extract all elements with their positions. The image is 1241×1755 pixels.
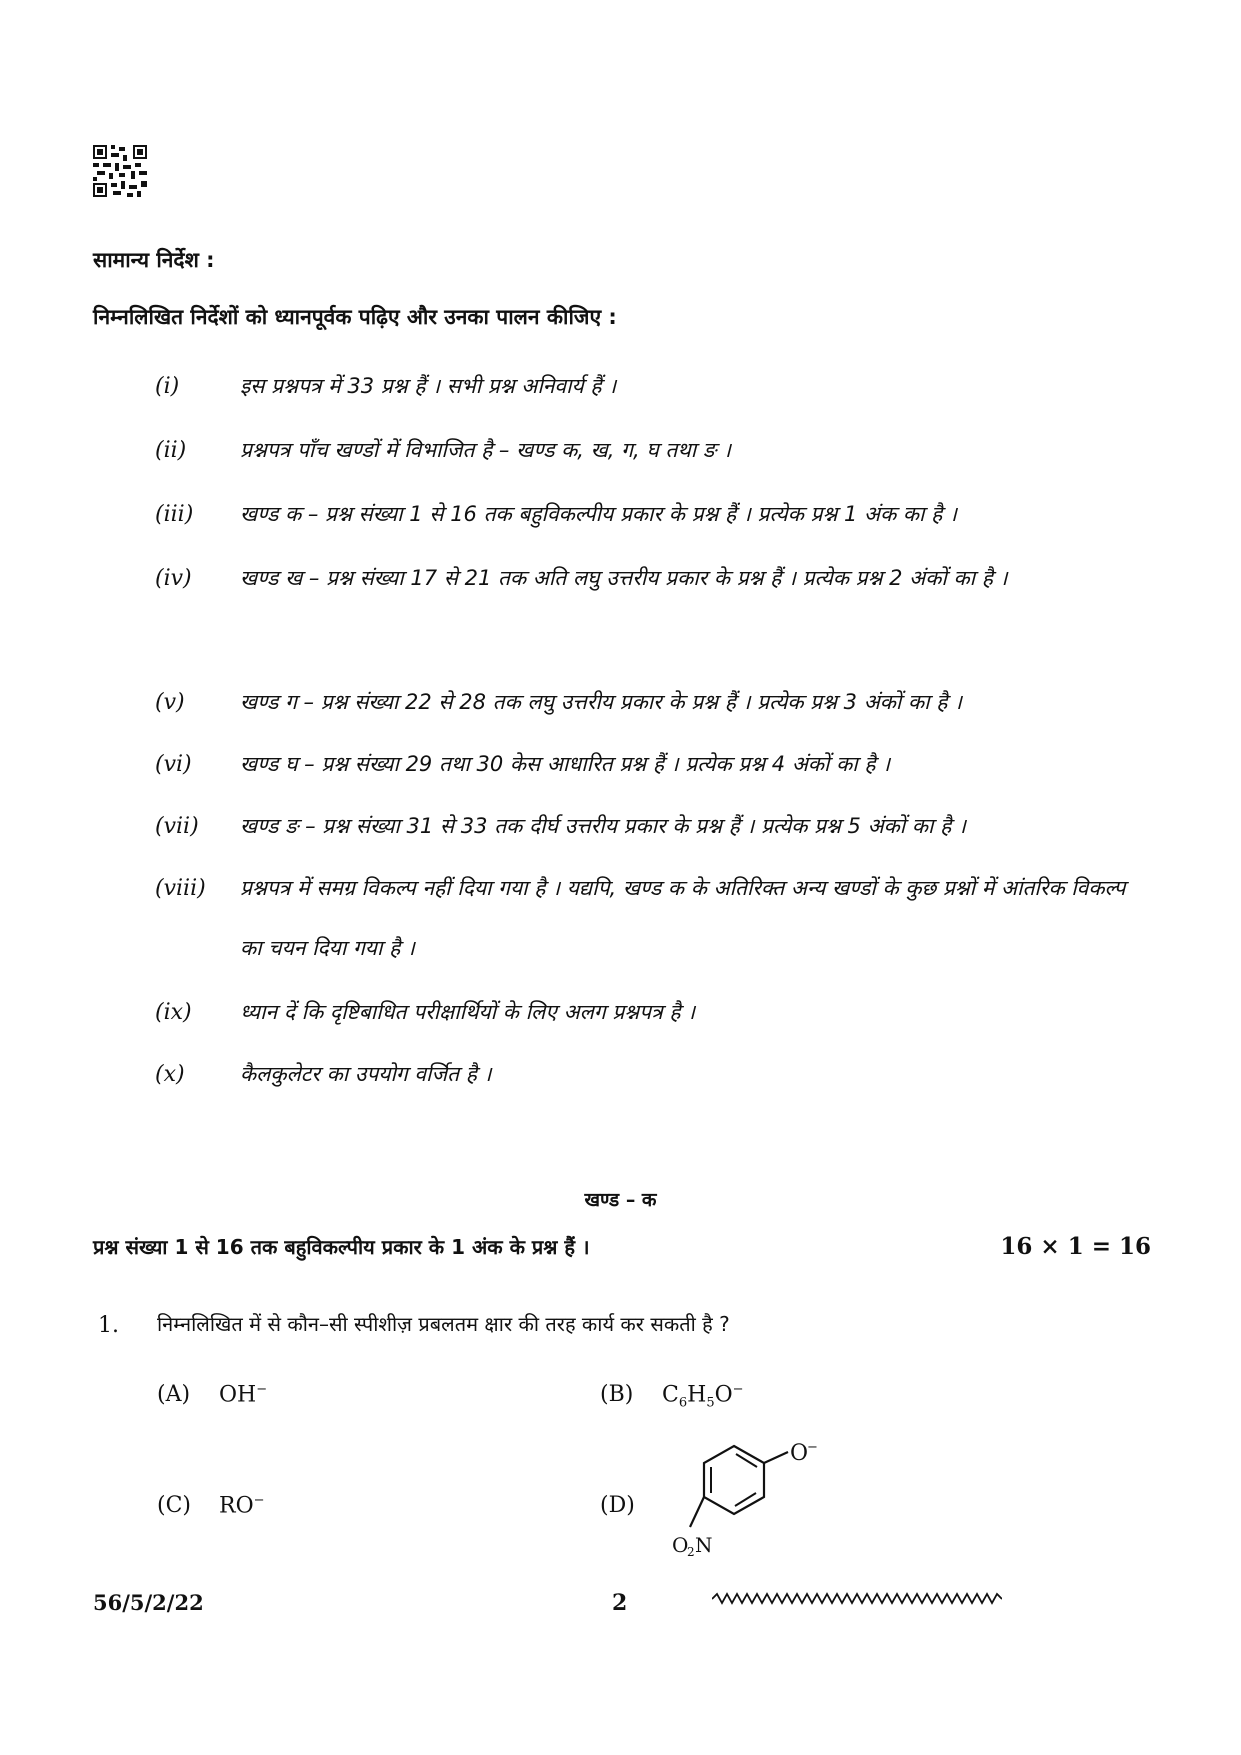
instruction-number: (iii): [155, 502, 194, 527]
instruction-text: ध्यान दें कि दृष्टिबाधित परीक्षार्थियों के लिए अलग प्रश्नपत्र है ।: [240, 1000, 696, 1024]
option-formula: RO: [219, 1493, 254, 1519]
page-number: 2: [612, 1590, 628, 1616]
instruction-text: खण्ड ङ – प्रश्न संख्या 31 से 33 तक दीर्घ उत्तरीय प्रकार के प्रश्न हैं । प्रत्येक प्रश्न 5 अंकों का है ।: [240, 814, 966, 838]
section-marks: 16 × 1 = 16: [1000, 1233, 1151, 1260]
nitro-oxygen: O: [672, 1533, 689, 1557]
phenoxide-charge: −: [807, 1440, 818, 1455]
instruction-text: खण्ड क – प्रश्न संख्या 1 से 16 तक बहुविकल्पीय प्रकार के प्रश्न हैं । प्रत्येक प्रश्न 1 अंक का है ।: [240, 502, 957, 526]
nitrophenoxide-structure: [660, 1430, 870, 1560]
formula-o: O: [714, 1382, 733, 1408]
section-note: प्रश्न संख्या 1 से 16 तक बहुविकल्पीय प्रकार के 1 अंक के प्रश्न हैं ।: [93, 1235, 590, 1259]
option-label: (B): [600, 1382, 634, 1408]
general-instructions-title: सामान्य निर्देश :: [93, 248, 215, 272]
instruction-number: (ix): [155, 1000, 192, 1025]
instruction-number: (i): [155, 374, 180, 399]
option-charge: −: [732, 1382, 744, 1397]
instruction-text: खण्ड घ – प्रश्न संख्या 29 तथा 30 केस आधारित प्रश्न हैं । प्रत्येक प्रश्न 4 अंकों का है ।: [240, 752, 891, 776]
formula-c: C: [662, 1382, 679, 1408]
section-title: खण्ड – क: [584, 1189, 657, 1211]
paper-code: 56/5/2/22: [93, 1590, 204, 1615]
formula-h: H: [687, 1382, 707, 1408]
option-b: [600, 1382, 744, 1411]
option-a: [157, 1382, 267, 1407]
option-formula: OH: [219, 1382, 257, 1408]
formula-c-sub: 6: [678, 1395, 688, 1411]
qr-code: [93, 145, 147, 197]
question-text: निम्नलिखित में से कौन–सी स्पीशीज़ प्रबलतम क्षार की तरह कार्य कर सकती है ?: [157, 1312, 730, 1336]
option-label: (D): [600, 1493, 635, 1518]
wave-decoration: [712, 1592, 1002, 1606]
instruction-text: प्रश्नपत्र पाँच खण्डों में विभाजित है – खण्ड क, ख, ग, घ तथा ङ ।: [240, 438, 731, 462]
instruction-number: (iv): [155, 566, 192, 591]
instruction-number: (ii): [155, 438, 187, 463]
instruction-number: (vii): [155, 814, 199, 839]
instruction-text: खण्ड ख – प्रश्न संख्या 17 से 21 तक अति लघु उत्तरीय प्रकार के प्रश्न हैं । प्रत्येक प्रश्न 2 अंकों का है ।: [240, 566, 1008, 590]
option-charge: −: [256, 1382, 268, 1397]
instruction-text: खण्ड ग – प्रश्न संख्या 22 से 28 तक लघु उत्तरीय प्रकार के प्रश्न हैं । प्रत्येक प्रश्न 3 अंकों का है ।: [240, 690, 963, 714]
general-instructions-subtitle: निम्नलिखित निर्देशों को ध्यानपूर्वक पढ़िए और उनका पालन कीजिए :: [93, 305, 617, 329]
instruction-number: (x): [155, 1062, 185, 1087]
option-label: (A): [157, 1382, 191, 1408]
instruction-number: (viii): [155, 876, 206, 901]
option-c: [157, 1493, 265, 1518]
instruction-text: कैलकुलेटर का उपयोग वर्जित है ।: [240, 1062, 492, 1086]
phenoxide-oxygen: O: [790, 1441, 809, 1466]
nitro-subscript: 2: [687, 1545, 695, 1559]
nitro-nitrogen: N: [695, 1533, 713, 1557]
question-number: 1.: [98, 1313, 119, 1338]
instruction-number: (vi): [155, 752, 192, 777]
instruction-text: इस प्रश्नपत्र में 33 प्रश्न हैं । सभी प्रश्न अनिवार्य हैं ।: [240, 374, 617, 398]
option-label: (C): [157, 1493, 191, 1519]
option-charge: −: [253, 1493, 265, 1508]
option-d: [600, 1493, 662, 1518]
instruction-text: प्रश्नपत्र में समग्र विकल्प नहीं दिया गया है । यद्यपि, खण्ड क के अतिरिक्त अन्य खण्डों के कुछ प्रश्नों में आंतरिक विकल्प का चयन दिया गया है ।: [240, 876, 1126, 960]
formula-h-sub: 5: [706, 1395, 715, 1411]
instruction-number: (v): [155, 690, 185, 715]
